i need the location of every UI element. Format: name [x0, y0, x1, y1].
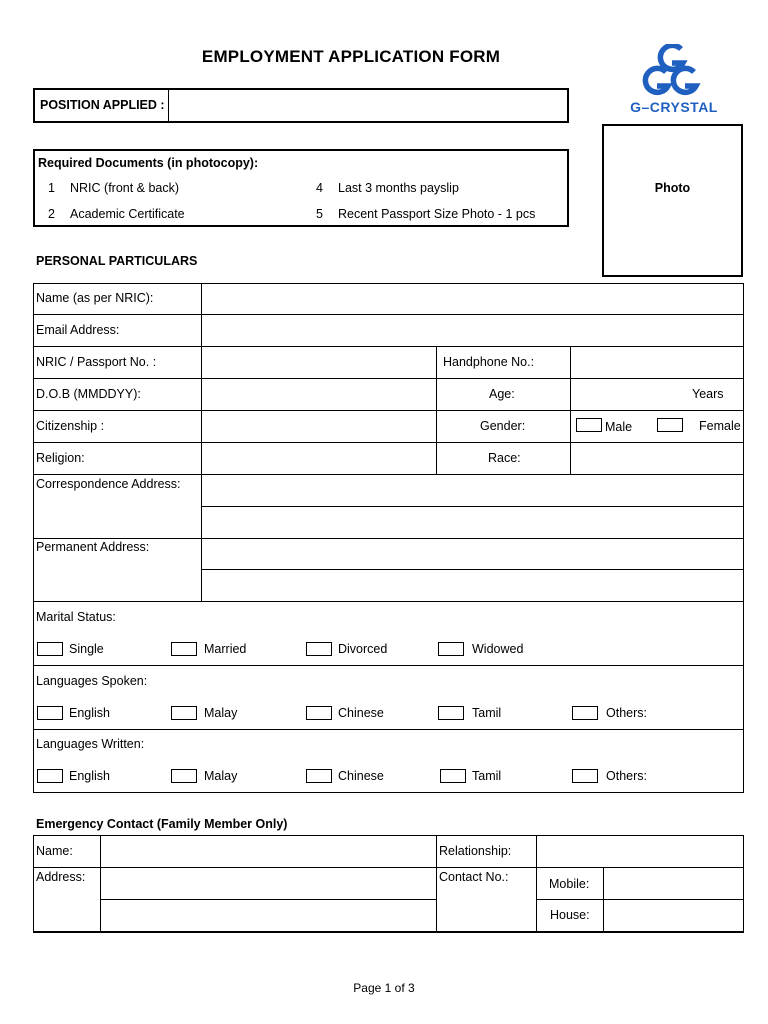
age-label: Age:	[489, 387, 515, 401]
contact-no-label: Contact No.:	[439, 870, 509, 884]
permanent-address-line1[interactable]	[202, 539, 744, 569]
race-label: Race:	[488, 451, 521, 465]
spoken-tamil-label: Tamil	[472, 706, 502, 720]
written-chinese-checkbox[interactable]	[306, 769, 332, 783]
male-label: Male	[605, 420, 633, 434]
written-tamil-label: Tamil	[472, 769, 502, 783]
nric-label: NRIC / Passport No. :	[36, 355, 157, 369]
doc-item: Last 3 months payslip	[338, 181, 459, 195]
written-english-label: English	[69, 769, 110, 783]
name-label: Name (as per NRIC):	[36, 291, 154, 305]
permanent-address-line2[interactable]	[202, 570, 744, 601]
spoken-chinese-label: Chinese	[338, 706, 384, 720]
nric-field[interactable]	[202, 347, 436, 378]
written-others-checkbox[interactable]	[572, 769, 598, 783]
emergency-contact-title: Emergency Contact (Family Member Only)	[36, 817, 288, 831]
correspondence-address-line2[interactable]	[202, 507, 744, 538]
logo-text: G–CRYSTAL	[630, 99, 718, 115]
permanent-address-label: Permanent Address:	[36, 540, 150, 554]
doc-number: 1	[48, 181, 55, 195]
position-applied-field[interactable]	[169, 90, 567, 121]
mobile-field[interactable]	[604, 868, 744, 899]
position-applied-label: POSITION APPLIED :	[35, 90, 169, 121]
mobile-label: Mobile:	[549, 877, 590, 891]
relationship-label: Relationship:	[439, 844, 512, 858]
religion-field[interactable]	[202, 443, 436, 474]
spoken-chinese-checkbox[interactable]	[306, 706, 332, 720]
citizenship-field[interactable]	[202, 411, 436, 442]
citizenship-label: Citizenship :	[36, 419, 105, 433]
years-label: Years	[692, 387, 724, 401]
form-title: EMPLOYMENT APPLICATION FORM	[201, 47, 501, 66]
doc-number: 2	[48, 207, 55, 221]
doc-item: Academic Certificate	[70, 207, 185, 221]
married-checkbox[interactable]	[171, 642, 197, 656]
doc-number: 4	[316, 181, 323, 195]
spoken-tamil-checkbox[interactable]	[438, 706, 464, 720]
relationship-field[interactable]	[537, 835, 744, 867]
emergency-address-label: Address:	[36, 870, 86, 884]
widowed-checkbox[interactable]	[438, 642, 464, 656]
emergency-name-field[interactable]	[101, 835, 436, 867]
male-checkbox[interactable]	[576, 418, 602, 432]
age-field[interactable]	[571, 379, 691, 410]
handphone-field[interactable]	[571, 347, 744, 378]
written-others-label: Others:	[606, 769, 647, 783]
emergency-contact-table	[33, 835, 744, 933]
spoken-english-label: English	[69, 706, 110, 720]
photo-label: Photo	[654, 181, 691, 195]
spoken-others-label: Others:	[606, 706, 647, 720]
languages-spoken-label: Languages Spoken:	[36, 674, 148, 688]
spoken-malay-checkbox[interactable]	[171, 706, 197, 720]
languages-written-label: Languages Written:	[36, 737, 145, 751]
house-label: House:	[550, 908, 590, 922]
widowed-label: Widowed	[472, 642, 524, 656]
doc-item: NRIC (front & back)	[70, 181, 180, 195]
correspondence-address-label: Correspondence Address:	[36, 477, 181, 491]
emergency-address-line1[interactable]	[101, 868, 436, 899]
female-label: Female	[699, 419, 741, 433]
personal-particulars-title: PERSONAL PARTICULARS	[36, 254, 198, 268]
divorced-checkbox[interactable]	[306, 642, 332, 656]
correspondence-address-line1[interactable]	[202, 475, 744, 506]
written-english-checkbox[interactable]	[37, 769, 63, 783]
dob-field[interactable]	[202, 379, 436, 410]
photo-box[interactable]	[602, 124, 743, 277]
single-label: Single	[69, 642, 104, 656]
written-tamil-checkbox[interactable]	[440, 769, 466, 783]
emergency-address-line2[interactable]	[101, 900, 436, 931]
handphone-label: Handphone No.:	[443, 355, 535, 369]
written-malay-label: Malay	[204, 769, 238, 783]
female-checkbox[interactable]	[657, 418, 683, 432]
email-field[interactable]	[202, 315, 744, 346]
dob-label: D.O.B (MMDDYY):	[36, 387, 141, 401]
doc-item: Recent Passport Size Photo - 1 pcs	[338, 207, 536, 221]
marital-status-label: Marital Status:	[36, 610, 116, 624]
religion-label: Religion:	[36, 451, 85, 465]
position-applied-row	[33, 88, 569, 123]
spoken-others-checkbox[interactable]	[572, 706, 598, 720]
required-documents-title: Required Documents (in photocopy):	[38, 156, 259, 170]
married-label: Married	[204, 642, 247, 656]
written-chinese-label: Chinese	[338, 769, 384, 783]
doc-number: 5	[316, 207, 323, 221]
spoken-english-checkbox[interactable]	[37, 706, 63, 720]
written-malay-checkbox[interactable]	[171, 769, 197, 783]
divorced-label: Divorced	[338, 642, 388, 656]
page-number: Page 1 of 3	[353, 981, 415, 995]
race-field[interactable]	[571, 443, 744, 474]
spoken-malay-label: Malay	[204, 706, 238, 720]
personal-particulars-table	[33, 283, 744, 793]
emergency-name-label: Name:	[36, 844, 73, 858]
single-checkbox[interactable]	[37, 642, 63, 656]
required-documents-box	[33, 149, 569, 227]
email-label: Email Address:	[36, 323, 120, 337]
house-field[interactable]	[604, 900, 744, 931]
name-field[interactable]	[202, 283, 744, 314]
gender-label: Gender:	[480, 419, 526, 433]
